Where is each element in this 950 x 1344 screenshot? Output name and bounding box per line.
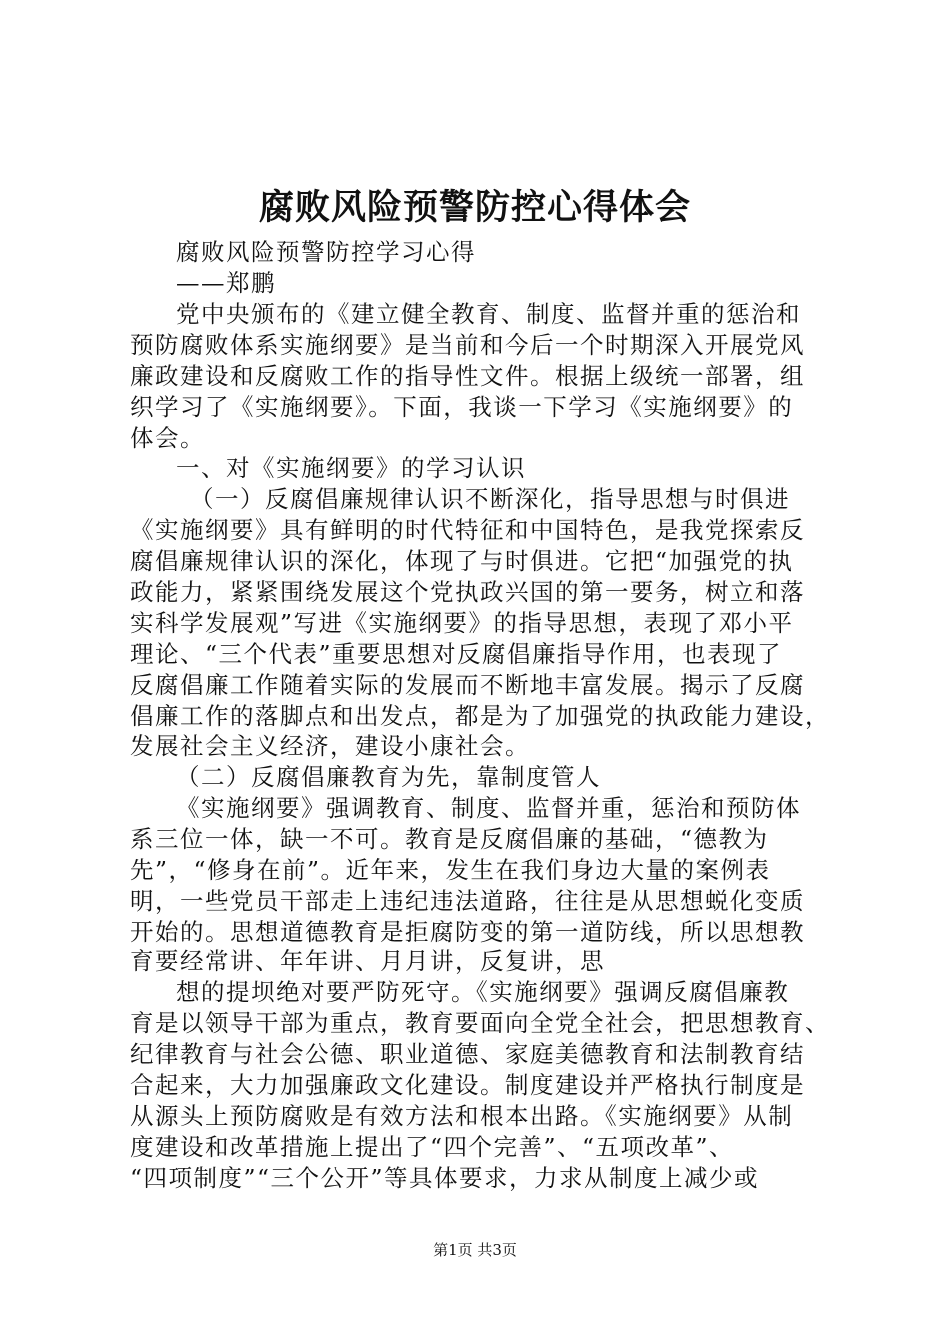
paragraph-line: 合起来，大力加强廉政文化建设。制度建设并严格执行制度是 bbox=[130, 1071, 805, 1099]
paragraph-line: 开始的。思想道德教育是拒腐防变的第一道防线，所以思想教 bbox=[130, 918, 805, 946]
paragraph-line: 实科学发展观”写进《实施纲要》的指导思想，表现了邓小平 bbox=[130, 609, 794, 637]
paragraph-line: 明，一些党员干部走上违纪违法道路，往往是从思想蜕化变质 bbox=[130, 887, 805, 915]
page-number: 第1页 共3页 bbox=[433, 1241, 517, 1259]
paragraph-line: 度建设和改革措施上提出了“四个完善”、“五项改革”、 bbox=[130, 1133, 735, 1161]
paragraph-line: 政能力，紧紧围绕发展这个党执政兴国的第一要务，树立和落 bbox=[130, 578, 805, 606]
subtitle-line: 腐败风险预警防控学习心得 bbox=[176, 238, 476, 266]
subsection-heading: （二）反腐倡廉教育为先，靠制度管人 bbox=[176, 763, 601, 791]
subsection-heading: （一）反腐倡廉规律认识不断深化，指导思想与时俱进 bbox=[190, 485, 790, 513]
paragraph-line: 育要经常讲、年年讲、月月讲，反复讲，思 bbox=[130, 947, 605, 975]
paragraph-line: 发展社会主义经济，建设小康社会。 bbox=[130, 732, 530, 760]
paragraph-line: 从源头上预防腐败是有效方法和根本出路。《实施纲要》从制 bbox=[130, 1102, 794, 1130]
paragraph-line: 育是以领导干部为重点，教育要面向全党全社会，把思想教育、 bbox=[130, 1009, 830, 1037]
paragraph-line: 倡廉工作的落脚点和出发点，都是为了加强党的执政能力建设， bbox=[130, 702, 830, 730]
paragraph-line: 党中央颁布的《建立健全教育、制度、监督并重的惩治和 bbox=[176, 300, 801, 328]
paragraph-line: “四项制度”“三个公开”等具体要求，力求从制度上减少或 bbox=[130, 1164, 760, 1192]
paragraph-line: 体会。 bbox=[130, 424, 205, 452]
paragraph-line: 纪律教育与社会公德、职业道德、家庭美德教育和法制教育结 bbox=[130, 1040, 805, 1068]
paragraph-line: 想的提坝绝对要严防死守。《实施纲要》强调反腐倡廉教 bbox=[176, 978, 790, 1006]
paragraph-line: 织学习了《实施纲要》。下面，我谈一下学习《实施纲要》的 bbox=[130, 393, 794, 421]
paragraph-line: 《实施纲要》具有鲜明的时代特征和中国特色，是我党探索反 bbox=[130, 516, 805, 544]
paragraph-line: 系三位一体，缺一不可。教育是反腐倡廉的基础，“德教为 bbox=[130, 825, 769, 853]
paragraph-line: 腐倡廉规律认识的深化，体现了与时俱进。它把“加强党的执 bbox=[130, 547, 794, 575]
paragraph-line: 理论、“三个代表”重要思想对反腐倡廉指导作用，也表现了 bbox=[130, 640, 783, 668]
document-title: 腐败风险预警防控心得体会 bbox=[258, 187, 691, 228]
paragraph-line: 廉政建设和反腐败工作的指导性文件。根据上级统一部署，组 bbox=[130, 362, 805, 390]
paragraph-line: 预防腐败体系实施纲要》是当前和今后一个时期深入开展党风 bbox=[130, 331, 805, 359]
paragraph-line: 《实施纲要》强调教育、制度、监督并重，惩治和预防体 bbox=[176, 794, 801, 822]
section-heading: 一、对《实施纲要》的学习认识 bbox=[176, 454, 526, 482]
author-line: ——郑鹏 bbox=[176, 269, 276, 297]
paragraph-line: 先”，“修身在前”。近年来，发生在我们身边大量的案例表 bbox=[130, 856, 771, 884]
paragraph-line: 反腐倡廉工作随着实际的发展而不断地丰富发展。揭示了反腐 bbox=[130, 671, 805, 699]
